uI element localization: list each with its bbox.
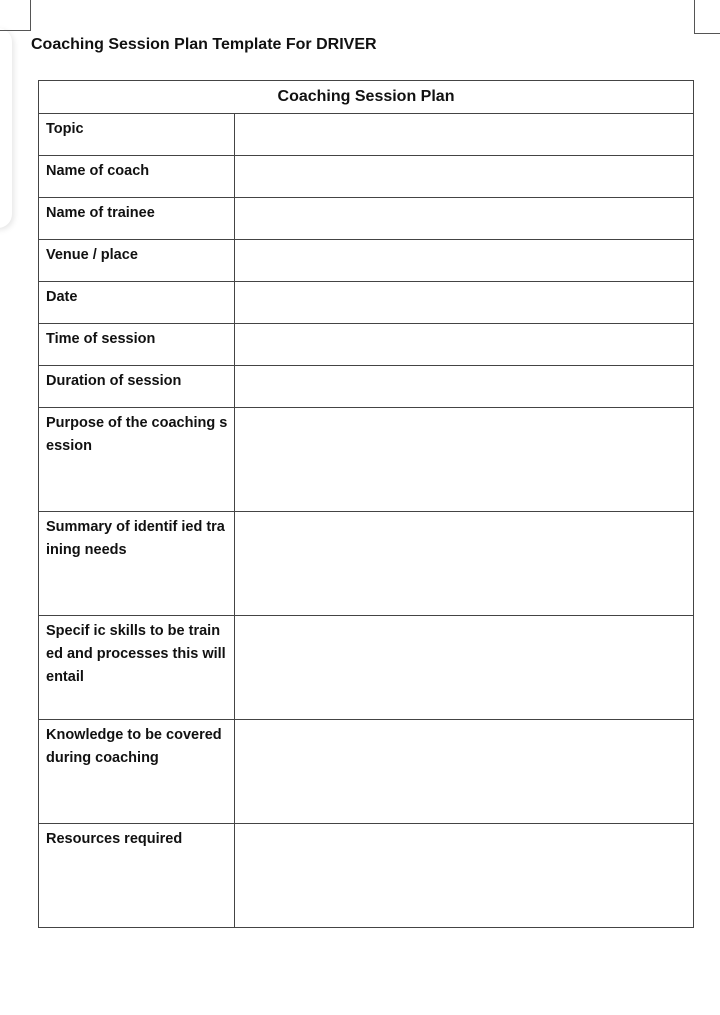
crop-mark-top-right xyxy=(694,0,720,34)
row-label-knowledge: Knowledge to be covered during coaching xyxy=(39,720,235,824)
coaching-plan-table xyxy=(38,80,694,928)
table-row xyxy=(39,824,694,928)
table-row xyxy=(39,156,694,198)
row-value-topic[interactable] xyxy=(235,114,694,156)
row-value-resources[interactable] xyxy=(235,824,694,928)
table-row xyxy=(39,282,694,324)
row-value-date[interactable] xyxy=(235,282,694,324)
table-row xyxy=(39,198,694,240)
row-value-time[interactable] xyxy=(235,324,694,366)
row-value-skills[interactable] xyxy=(235,616,694,720)
row-label-duration: Duration of session xyxy=(39,366,235,408)
row-value-coach[interactable] xyxy=(235,156,694,198)
table-row xyxy=(39,512,694,616)
row-label-coach: Name of coach xyxy=(39,156,235,198)
row-label-skills: Specif ic skills to be trained and processes this will entail xyxy=(39,616,235,720)
row-label-purpose: Purpose of the coaching session xyxy=(39,408,235,512)
table-row xyxy=(39,114,694,156)
row-value-knowledge[interactable] xyxy=(235,720,694,824)
row-label-date: Date xyxy=(39,282,235,324)
table-row xyxy=(39,366,694,408)
row-label-training-needs: Summary of identif ied training needs xyxy=(39,512,235,616)
row-value-training-needs[interactable] xyxy=(235,512,694,616)
row-value-purpose[interactable] xyxy=(235,408,694,512)
table-row xyxy=(39,408,694,512)
crop-mark-top-left xyxy=(0,0,31,31)
table-row xyxy=(39,324,694,366)
row-value-duration[interactable] xyxy=(235,366,694,408)
table-row xyxy=(39,240,694,282)
row-label-time: Time of session xyxy=(39,324,235,366)
table-row xyxy=(39,616,694,720)
document-title: Coaching Session Plan Template For DRIVER xyxy=(31,36,377,53)
row-label-topic: Topic xyxy=(39,114,235,156)
row-value-venue[interactable] xyxy=(235,240,694,282)
row-label-resources: Resources required xyxy=(39,824,235,928)
row-label-trainee: Name of trainee xyxy=(39,198,235,240)
table-row xyxy=(39,720,694,824)
row-label-venue: Venue / place xyxy=(39,240,235,282)
side-panel-edge xyxy=(0,28,12,228)
table-header: Coaching Session Plan xyxy=(39,81,694,114)
row-value-trainee[interactable] xyxy=(235,198,694,240)
